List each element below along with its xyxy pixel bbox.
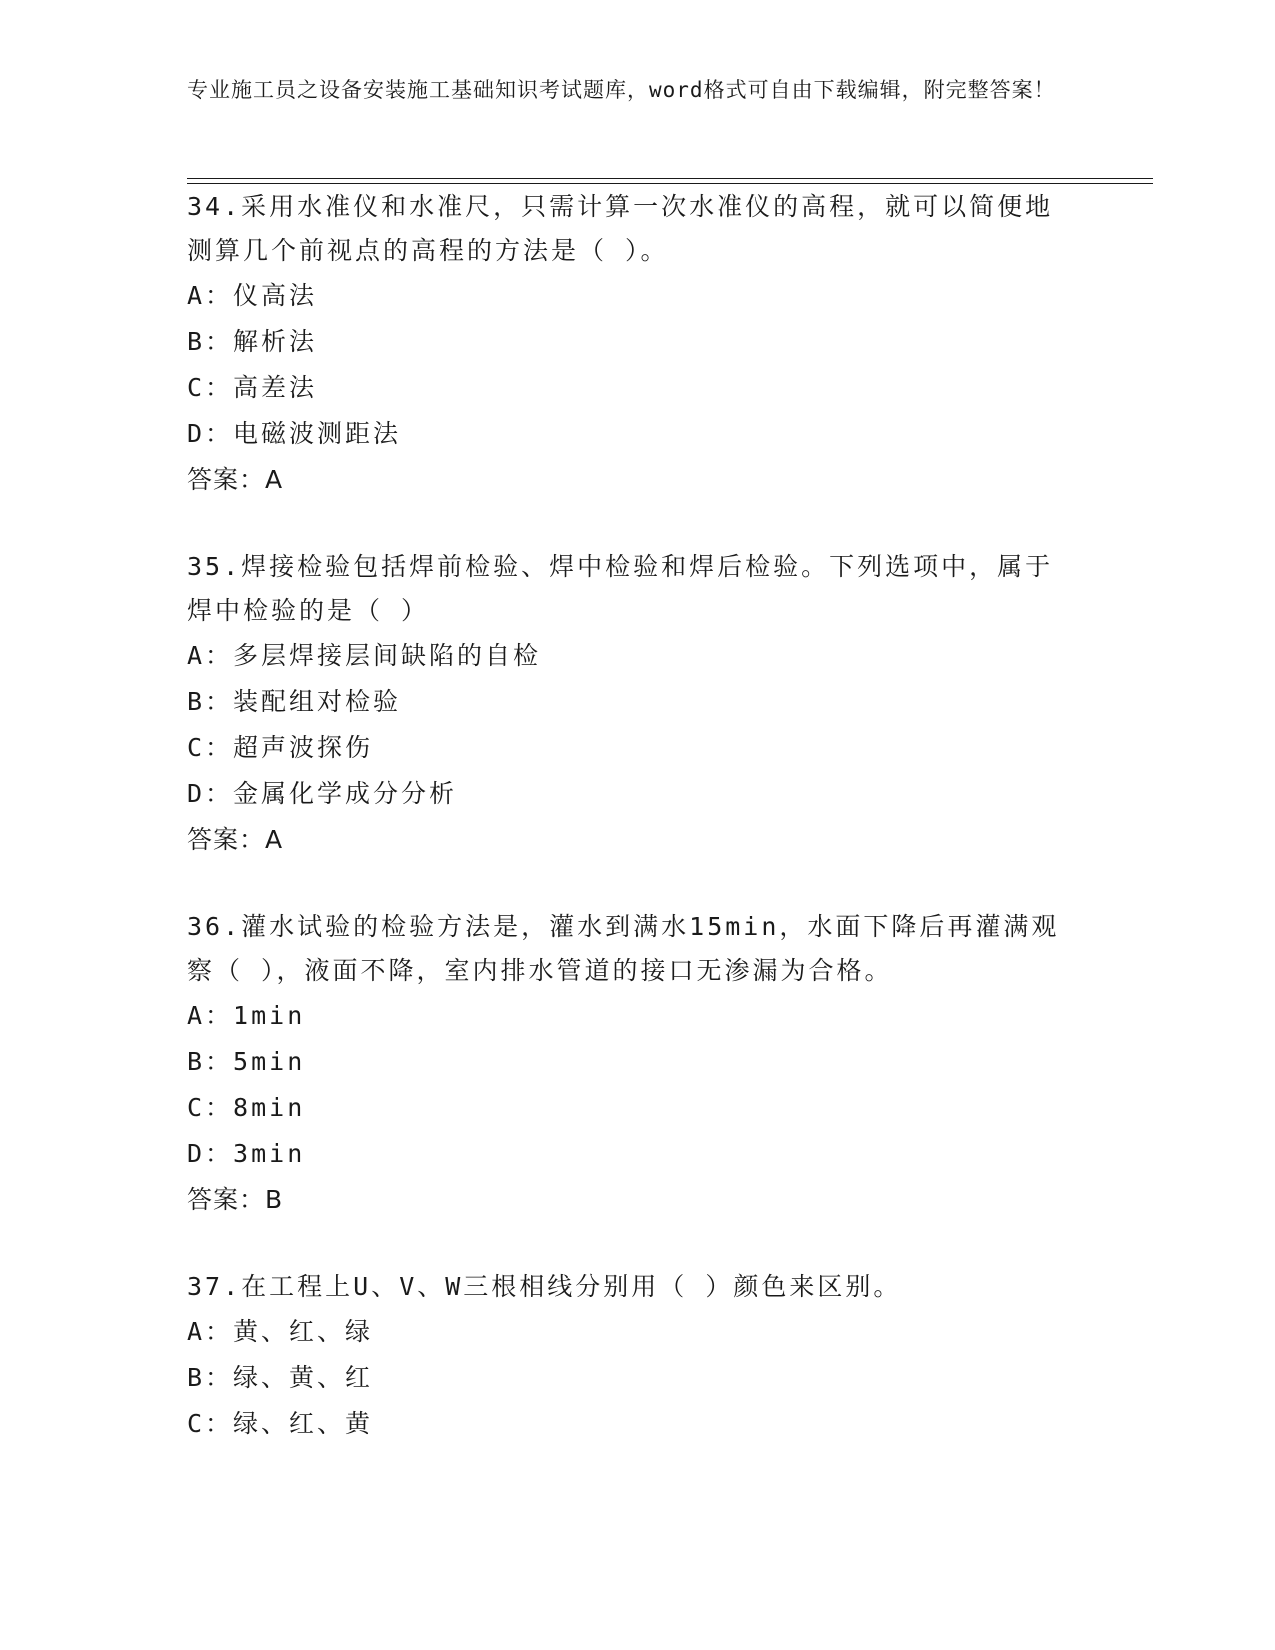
option-a: A：黄、红、绿 <box>187 1317 374 1346</box>
option-b: B：解析法 <box>187 327 318 356</box>
option-b: B：绿、黄、红 <box>187 1363 374 1392</box>
answer: 答案：A <box>187 465 284 494</box>
question-stem: 34.采用水准仪和水准尺，只需计算一次水准仪的高程，就可以简便地测算几个前视点的高程的方法是（ ）。 <box>187 192 1054 265</box>
page-header: 专业施工员之设备安装施工基础知识考试题库，word格式可自由下载编辑，附完整答案！ <box>187 78 1056 102</box>
option-b: B：装配组对检验 <box>187 687 402 716</box>
question-35 <box>187 545 1067 863</box>
question-37 <box>187 1265 1067 1447</box>
option-c: C：超声波探伤 <box>187 733 374 762</box>
question-stem: 35.焊接检验包括焊前检验、焊中检验和焊后检验。下列选项中，属于焊中检验的是（ ） <box>187 552 1054 625</box>
question-stem: 36.灌水试验的检验方法是，灌水到满水15min，水面下降后再灌满观察（ ），液面不降，室内排水管道的接口无渗漏为合格。 <box>187 912 1060 985</box>
option-a: A：1min <box>187 1001 306 1030</box>
question-stem: 37.在工程上U、V、W三根相线分别用（ ）颜色来区别。 <box>187 1272 902 1301</box>
option-d: D：3min <box>187 1139 306 1168</box>
option-c: C：8min <box>187 1093 306 1122</box>
question-36 <box>187 905 1067 1223</box>
answer: 答案：B <box>187 1185 284 1214</box>
option-c: C：高差法 <box>187 373 318 402</box>
option-c: C：绿、红、黄 <box>187 1409 374 1438</box>
answer: 答案：A <box>187 825 284 854</box>
option-a: A：仪高法 <box>187 281 318 310</box>
header-divider-top <box>187 178 1153 179</box>
option-d: D：电磁波测距法 <box>187 419 402 448</box>
header-divider-bottom <box>187 183 1153 184</box>
option-d: D：金属化学成分分析 <box>187 779 458 808</box>
option-b: B：5min <box>187 1047 306 1076</box>
question-34 <box>187 185 1067 503</box>
option-a: A：多层焊接层间缺陷的自检 <box>187 641 542 670</box>
